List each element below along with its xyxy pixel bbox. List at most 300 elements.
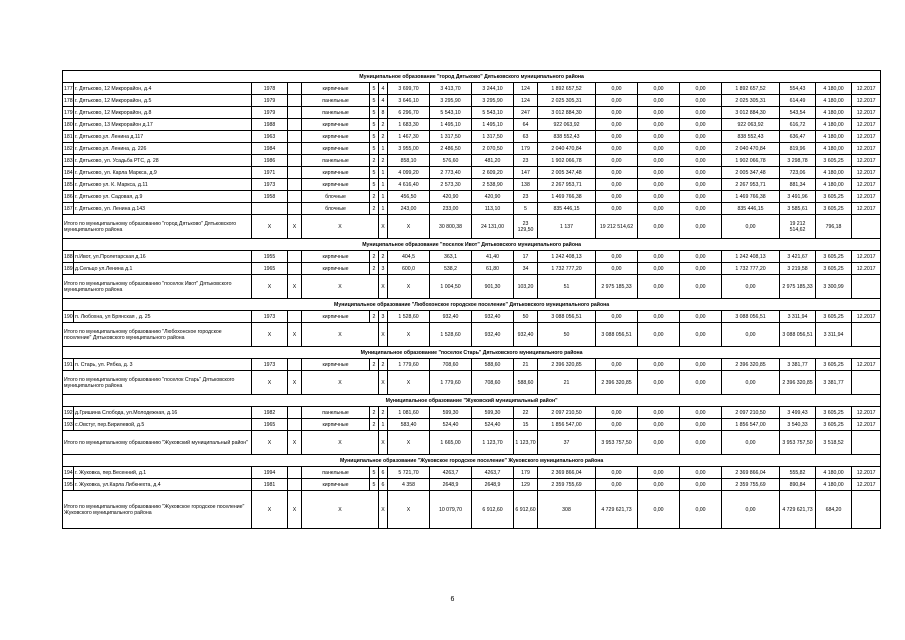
table-cell: 3 381,77 (780, 359, 816, 371)
table-cell: 2 (370, 191, 379, 203)
table-cell: 12.2017 (852, 419, 881, 431)
table-cell: 0,00 (596, 95, 638, 107)
table-cell: 193 (63, 419, 74, 431)
table-cell: 2 (370, 251, 379, 263)
table-cell: 554,43 (780, 83, 816, 95)
table-cell: 188 (63, 251, 74, 263)
table-cell: 1984 (252, 143, 288, 155)
table-cell (288, 131, 302, 143)
table-cell: 1 892 657,52 (722, 83, 780, 95)
total-cell: X (252, 371, 288, 395)
total-cell: 932,40 (514, 323, 538, 347)
table-cell: 179 (514, 143, 538, 155)
total-cell (852, 323, 881, 347)
table-cell: 23 (514, 155, 538, 167)
table-cell: 0,00 (680, 203, 722, 215)
table-cell: 588,60 (472, 359, 514, 371)
table-cell: 12.2017 (852, 467, 881, 479)
table-cell: панельные (302, 467, 370, 479)
table-cell: 0,00 (680, 407, 722, 419)
table-cell: 1963 (252, 131, 288, 143)
table-cell: 183 (63, 155, 74, 167)
table-cell: 0,00 (638, 119, 680, 131)
table-cell: 0,00 (680, 263, 722, 275)
table-cell: 3 311,94 (780, 311, 816, 323)
table-cell: 3 605,25 (816, 419, 852, 431)
table-cell: блочные (302, 191, 370, 203)
table-row (63, 95, 881, 107)
table-cell: 723,06 (780, 167, 816, 179)
table-cell: г. Дятьково, ул. Усадьба РТС, д. 28 (74, 155, 252, 167)
table-cell (252, 203, 288, 215)
table-cell: 3 955,00 (388, 143, 430, 155)
table-cell: 819,96 (780, 143, 816, 155)
table-cell: 1 469 766,38 (538, 191, 596, 203)
table-cell: 12.2017 (852, 143, 881, 155)
table-cell: 1 467,30 (388, 131, 430, 143)
table-cell: 0,00 (596, 203, 638, 215)
table-cell: 616,72 (780, 119, 816, 131)
total-cell: 23 129,50 (514, 215, 538, 239)
total-cell: X (252, 491, 288, 529)
table-cell: 3 491,96 (780, 191, 816, 203)
table-cell: 12.2017 (852, 251, 881, 263)
table-cell: 0,00 (638, 311, 680, 323)
table-cell: 0,00 (596, 179, 638, 191)
table-cell: 4 180,00 (816, 107, 852, 119)
table-row (63, 143, 881, 155)
table-row (63, 311, 881, 323)
table-cell: 838 552,43 (722, 131, 780, 143)
table-cell: 2 396 320,85 (538, 359, 596, 371)
table-cell: 0,00 (596, 251, 638, 263)
table-cell: 0,00 (596, 131, 638, 143)
table-cell: 0,00 (638, 95, 680, 107)
table-cell: 147 (514, 167, 538, 179)
table-cell (288, 359, 302, 371)
table-cell: 1 779,60 (388, 359, 430, 371)
total-cell: 0,00 (680, 323, 722, 347)
total-cell: 51 (538, 275, 596, 299)
total-cell: 0,00 (722, 371, 780, 395)
total-cell: 6 912,60 (472, 491, 514, 529)
total-cell: X (288, 215, 302, 239)
table-cell: 583,40 (388, 419, 430, 431)
total-cell: X (388, 275, 430, 299)
table-cell: 2 267 953,71 (538, 179, 596, 191)
table-cell: 12.2017 (852, 119, 881, 131)
total-cell: 0,00 (722, 215, 780, 239)
total-cell: X (379, 431, 388, 455)
table-cell: 1 242 408,13 (538, 251, 596, 263)
table-cell: 2 005 347,48 (538, 167, 596, 179)
table-cell (288, 467, 302, 479)
table-cell: 0,00 (638, 263, 680, 275)
table-cell: 0,00 (680, 419, 722, 431)
table-cell: 3 088 056,51 (538, 311, 596, 323)
table-cell: панельные (302, 95, 370, 107)
section-title: Муниципальное образование "Жуковское городское поселение" Жуковского муниципального района (63, 455, 881, 467)
table-cell: п. Старь, ул. Рябка, д. 3 (74, 359, 252, 371)
table-cell: г. Дятьково,ул. Ленина д.117 (74, 131, 252, 143)
total-cell: X (288, 323, 302, 347)
table-cell: 858,10 (388, 155, 430, 167)
total-row (63, 215, 881, 239)
table-cell: 1 732 777,20 (722, 263, 780, 275)
table-cell: г. Дятьково,ул. Ленина, д. 226 (74, 143, 252, 155)
table-cell: 1958 (252, 191, 288, 203)
table-cell (288, 83, 302, 95)
table-cell: 363,1 (430, 251, 472, 263)
table-cell: 0,00 (680, 155, 722, 167)
table-cell: 2 097 210,50 (722, 407, 780, 419)
table-cell: 2 (370, 311, 379, 323)
table-cell: 8 (379, 107, 388, 119)
total-label: Итого по муниципальному образованию "Жуковское городское поселение" Жуковского муниципального района (63, 491, 252, 529)
table-cell: 0,00 (596, 143, 638, 155)
total-cell: X (302, 431, 379, 455)
table-cell: 0,00 (596, 407, 638, 419)
table-cell: г. Дятьково, 12 Микрорайон, д.4 (74, 83, 252, 95)
table-cell: 184 (63, 167, 74, 179)
table-cell: 0,00 (596, 83, 638, 95)
total-cell: 1 528,60 (430, 323, 472, 347)
table-cell: 0,00 (680, 107, 722, 119)
table-row (63, 155, 881, 167)
table-cell: панельные (302, 155, 370, 167)
table-cell: 5 (370, 107, 379, 119)
table-cell: 1981 (252, 479, 288, 491)
table-cell: д.Сельцо ул.Ленина д.1 (74, 263, 252, 275)
table-cell: 3 605,25 (816, 311, 852, 323)
table-cell: 6 (379, 467, 388, 479)
table-cell: 189 (63, 263, 74, 275)
table-row (63, 131, 881, 143)
table-cell: 61,80 (472, 263, 514, 275)
table-cell: 3 (379, 311, 388, 323)
table-cell: 2 (370, 203, 379, 215)
total-cell: 3 953 757,50 (596, 431, 638, 455)
table-cell: 2 (379, 251, 388, 263)
table-cell: 4 180,00 (816, 179, 852, 191)
table-cell: 838 552,43 (538, 131, 596, 143)
section-title: Муниципальное образование "город Дятьково" Дятьковского муниципального района (63, 71, 881, 83)
table-cell: 3 244,10 (472, 83, 514, 95)
table-cell: 41,40 (472, 251, 514, 263)
table-row (63, 479, 881, 491)
table-cell: 5 (370, 131, 379, 143)
table-cell: 3 605,25 (816, 359, 852, 371)
table-cell: 0,00 (638, 251, 680, 263)
table-cell (288, 203, 302, 215)
table-cell: 190 (63, 311, 74, 323)
table-cell: 2 (370, 419, 379, 431)
table-cell: 2 (379, 119, 388, 131)
table-cell: 12.2017 (852, 179, 881, 191)
total-cell: 3 088 056,51 (596, 323, 638, 347)
table-cell: 881,34 (780, 179, 816, 191)
section-title: Муниципальное образование "Любохонское городское поселение" Дятьковского муниципального района (63, 299, 881, 311)
table-cell: 0,00 (638, 419, 680, 431)
table-cell: 3 295,90 (430, 95, 472, 107)
table-cell: 180 (63, 119, 74, 131)
table-cell: 890,84 (780, 479, 816, 491)
table-cell: 922 063,92 (722, 119, 780, 131)
table-cell: 1979 (252, 107, 288, 119)
table-cell: 599,30 (472, 407, 514, 419)
table-cell: 2 (370, 263, 379, 275)
total-row (63, 371, 881, 395)
total-cell: 796,18 (816, 215, 852, 239)
total-cell: 2 975 185,33 (596, 275, 638, 299)
table-cell: 12.2017 (852, 203, 881, 215)
table-cell (288, 119, 302, 131)
table-cell: г. Дятьково, ул. Карла Маркса, д.9 (74, 167, 252, 179)
table-cell: 1 892 657,52 (538, 83, 596, 95)
table-cell: 0,00 (638, 359, 680, 371)
table-cell: 12.2017 (852, 131, 881, 143)
table-cell: 932,40 (430, 311, 472, 323)
table-cell: 3 605,25 (816, 203, 852, 215)
table-row (63, 107, 881, 119)
table-cell: 3 295,90 (472, 95, 514, 107)
table-cell: кирпичные (302, 479, 370, 491)
table-cell: 12.2017 (852, 155, 881, 167)
table-cell: 124 (514, 95, 538, 107)
table-cell: 0,00 (680, 251, 722, 263)
total-label: Итого по муниципальному образованию "город Дятьково" Дятьковского муниципального района (63, 215, 252, 239)
table-cell: 12.2017 (852, 359, 881, 371)
table-cell: 835 446,15 (722, 203, 780, 215)
table-row (63, 203, 881, 215)
table-cell: 932,40 (472, 311, 514, 323)
table-cell: 15 (514, 419, 538, 431)
table-cell: 0,00 (638, 167, 680, 179)
total-cell: 6 912,60 (514, 491, 538, 529)
total-cell: 0,00 (722, 323, 780, 347)
table-cell: 2 359 755,69 (722, 479, 780, 491)
total-cell: X (388, 491, 430, 529)
table-cell: 0,00 (638, 107, 680, 119)
table-cell: панельные (302, 407, 370, 419)
total-cell: 21 (538, 371, 596, 395)
table-cell: 5 (370, 143, 379, 155)
table-cell: 2 (370, 359, 379, 371)
table-cell: 0,00 (596, 263, 638, 275)
total-row (63, 323, 881, 347)
total-cell: 0,00 (638, 371, 680, 395)
table-cell: кирпичные (302, 131, 370, 143)
table-cell: 1965 (252, 419, 288, 431)
table-cell: кирпичные (302, 179, 370, 191)
table-cell: кирпичные (302, 251, 370, 263)
table-cell: 2 369 866,04 (538, 467, 596, 479)
table-cell: 1978 (252, 83, 288, 95)
table-cell: кирпичные (302, 143, 370, 155)
table-cell: г. Дятьково ул. Садовая, д.9 (74, 191, 252, 203)
total-cell: 0,00 (680, 431, 722, 455)
table-cell: 178 (63, 95, 74, 107)
table-cell: 1 (379, 419, 388, 431)
table-cell: 3 012 884,30 (722, 107, 780, 119)
table-cell: 0,00 (596, 467, 638, 479)
table-cell (288, 191, 302, 203)
table-cell: 1 (379, 179, 388, 191)
table-cell: 0,00 (638, 179, 680, 191)
table-cell: п. Любохна, ул Брянская , д. 25 (74, 311, 252, 323)
table-cell (288, 95, 302, 107)
table-cell: г. Дятьково, 12 Микрорайон, д.8 (74, 107, 252, 119)
table-cell: 0,00 (638, 467, 680, 479)
table-row (63, 359, 881, 371)
table-cell: 1 732 777,20 (538, 263, 596, 275)
table-cell: 5 (370, 467, 379, 479)
table-cell: 0,00 (638, 143, 680, 155)
table-cell: кирпичные (302, 359, 370, 371)
total-cell: 1 004,50 (430, 275, 472, 299)
table-cell: 0,00 (596, 359, 638, 371)
total-cell: 3 300,99 (816, 275, 852, 299)
table-cell: 3 646,10 (388, 95, 430, 107)
total-cell: 1 123,70 (472, 431, 514, 455)
table-cell: 0,00 (680, 191, 722, 203)
table-cell: 0,00 (638, 83, 680, 95)
table-cell: 1 081,60 (388, 407, 430, 419)
total-cell: 0,00 (638, 215, 680, 239)
table-cell (288, 263, 302, 275)
table-cell: 5 (370, 95, 379, 107)
table-cell: 2 040 470,84 (538, 143, 596, 155)
section-header-row (63, 239, 881, 251)
table-cell: 2 396 320,85 (722, 359, 780, 371)
table-cell: кирпичные (302, 263, 370, 275)
table-cell: 0,00 (680, 479, 722, 491)
total-cell: 3 953 757,50 (780, 431, 816, 455)
table-cell: 0,00 (596, 167, 638, 179)
total-cell: 0,00 (638, 275, 680, 299)
total-cell: 2 396 320,85 (780, 371, 816, 395)
table-cell: 1 495,10 (472, 119, 514, 131)
table-cell: 2 773,40 (430, 167, 472, 179)
table-cell: г. Жуковка, ул.Карла Либкнехта, д.4 (74, 479, 252, 491)
table-row (63, 407, 881, 419)
section-header-row (63, 347, 881, 359)
total-cell: 10 079,70 (430, 491, 472, 529)
table-cell: 247 (514, 107, 538, 119)
total-cell (852, 215, 881, 239)
table-cell: 0,00 (596, 479, 638, 491)
table-cell: 0,00 (638, 131, 680, 143)
table-cell: 3 219,58 (780, 263, 816, 275)
total-cell: 19 212 514,62 (780, 215, 816, 239)
table-cell: д.Гришина Слобода, ул.Молодежная, д.16 (74, 407, 252, 419)
table-cell: 0,00 (680, 95, 722, 107)
table-cell: 4 180,00 (816, 467, 852, 479)
table-cell: 420,90 (472, 191, 514, 203)
table-cell: 1 (379, 203, 388, 215)
total-cell: 1 123,70 (514, 431, 538, 455)
table-cell: 233,00 (430, 203, 472, 215)
total-cell: 308 (538, 491, 596, 529)
table-cell: 2 (379, 407, 388, 419)
table-cell: 12.2017 (852, 311, 881, 323)
table-cell: 4 180,00 (816, 83, 852, 95)
table-cell: 187 (63, 203, 74, 215)
table-row (63, 83, 881, 95)
table-cell: 2 (379, 359, 388, 371)
table-cell: 3 298,78 (780, 155, 816, 167)
table-cell: 12.2017 (852, 263, 881, 275)
total-cell: 684,20 (816, 491, 852, 529)
table-row (63, 263, 881, 275)
table-cell: г. Жуковка, пер.Весенний, д.1 (74, 467, 252, 479)
table-cell: 0,00 (680, 131, 722, 143)
table-cell: 4 (379, 83, 388, 95)
table-cell: 3 (379, 263, 388, 275)
table-cell: 0,00 (680, 179, 722, 191)
total-cell: X (288, 431, 302, 455)
table-cell: 50 (514, 311, 538, 323)
table-cell: 63 (514, 131, 538, 143)
table-cell: 555,82 (780, 467, 816, 479)
total-cell: 24 131,00 (472, 215, 514, 239)
table-cell: 0,00 (638, 191, 680, 203)
table-cell (288, 143, 302, 155)
table-cell: 524,40 (472, 419, 514, 431)
table-cell: 4 180,00 (816, 119, 852, 131)
total-cell: X (252, 275, 288, 299)
table-cell: 1 (379, 167, 388, 179)
table-cell: 5 (370, 179, 379, 191)
table-cell: 404,5 (388, 251, 430, 263)
table-cell: 138 (514, 179, 538, 191)
table-cell: 4 180,00 (816, 95, 852, 107)
table-cell (288, 167, 302, 179)
total-cell: 901,30 (472, 275, 514, 299)
table-cell: 0,00 (680, 83, 722, 95)
table-cell: 0,00 (596, 155, 638, 167)
table-cell: 2 486,50 (430, 143, 472, 155)
total-cell (852, 431, 881, 455)
table-cell: 2 573,30 (430, 179, 472, 191)
table-cell (288, 251, 302, 263)
total-cell: 37 (538, 431, 596, 455)
table-cell: 0,00 (680, 167, 722, 179)
total-cell: 3 381,77 (816, 371, 852, 395)
table-cell: 0,00 (596, 419, 638, 431)
table-cell: г. Дятьково, 13 Микрорайон д.17 (74, 119, 252, 131)
total-label: Итого по муниципальному образованию "Любохонское городское поселение" Дятьковского муниципального района (63, 323, 252, 347)
section-title: Муниципальное образование "Жуковский муниципальный район" (63, 395, 881, 407)
table-cell: 12.2017 (852, 407, 881, 419)
table-cell: 1 902 066,78 (538, 155, 596, 167)
total-cell: X (288, 371, 302, 395)
table-cell: 12.2017 (852, 167, 881, 179)
table-cell: 194 (63, 467, 74, 479)
table-cell: 1 902 066,78 (722, 155, 780, 167)
table-cell: 1973 (252, 359, 288, 371)
table-cell: кирпичные (302, 311, 370, 323)
table-cell: 3 088 056,51 (722, 311, 780, 323)
table-cell: 636,47 (780, 131, 816, 143)
table-cell: п.Ивот, ул.Пролетарская д.16 (74, 251, 252, 263)
table-cell: 113,10 (472, 203, 514, 215)
total-cell (852, 491, 881, 529)
table-row (63, 467, 881, 479)
table-cell: 3 605,25 (816, 251, 852, 263)
table-cell: 4 358 (388, 479, 430, 491)
table-cell: 243,00 (388, 203, 430, 215)
